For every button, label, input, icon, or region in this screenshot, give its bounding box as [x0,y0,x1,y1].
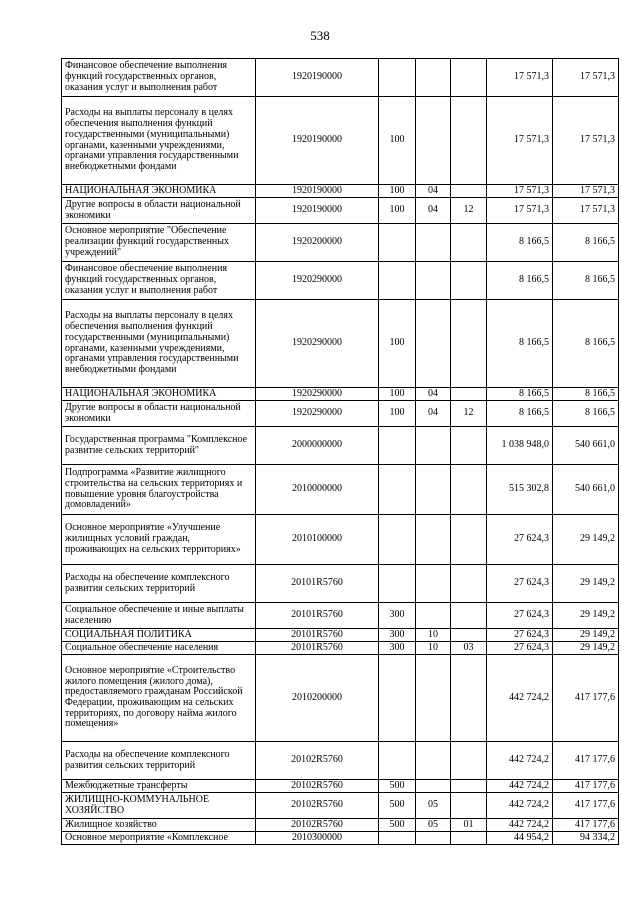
cell-code: 1920290000 [256,388,379,401]
cell-amount-2: 417 177,6 [553,742,619,780]
cell-subsection [451,780,487,793]
cell-code: 20101R5760 [256,565,379,603]
cell-section [416,427,451,465]
cell-section [416,780,451,793]
table-row [62,300,619,388]
cell-amount-2: 417 177,6 [553,793,619,819]
cell-subsection [451,185,487,198]
cell-amount-1: 17 571,3 [487,97,553,185]
cell-name: Расходы на выплаты персоналу в целях обеспечения выполнения функций государственными (муниципальными) органами, казенными учреждениями, органами управления государственными внебюджетными фондами [62,300,256,388]
cell-subsection [451,629,487,642]
cell-expense-type [379,742,416,780]
cell-code: 1920290000 [256,300,379,388]
table-row [62,224,619,262]
table-row [62,465,619,515]
cell-expense-type: 500 [379,780,416,793]
table-row [62,793,619,819]
cell-subsection [451,97,487,185]
cell-amount-2: 29 149,2 [553,629,619,642]
cell-name: Расходы на обеспечение комплексного развития сельских территорий [62,742,256,780]
cell-code: 1920190000 [256,185,379,198]
cell-amount-1: 442 724,2 [487,742,553,780]
cell-expense-type [379,832,416,845]
cell-amount-1: 8 166,5 [487,401,553,427]
cell-code: 20101R5760 [256,629,379,642]
budget-table [61,58,619,845]
cell-code: 20102R5760 [256,780,379,793]
cell-code: 20102R5760 [256,742,379,780]
cell-name: Основное мероприятие «Строительство жилого помещения (жилого дома), предоставляемого гражданам Российской Федерации, проживающим на сельских территориях, по договору найма жилого помещения» [62,655,256,742]
cell-name: Основное мероприятие "Обеспечение реализации функций государственных учреждений" [62,224,256,262]
table-row [62,401,619,427]
cell-code: 2000000000 [256,427,379,465]
cell-amount-2: 417 177,6 [553,819,619,832]
cell-name: Финансовое обеспечение выполнения функций государственных органов, оказания услуг и выполнения работ [62,262,256,300]
cell-amount-1: 27 624,3 [487,603,553,629]
cell-amount-1: 44 954,2 [487,832,553,845]
cell-code: 2010200000 [256,655,379,742]
cell-subsection [451,515,487,565]
table-row [62,97,619,185]
cell-code: 1920200000 [256,224,379,262]
page-number: 538 [310,28,330,43]
cell-name: Другие вопросы в области национальной экономики [62,401,256,427]
cell-expense-type: 100 [379,185,416,198]
table-row [62,427,619,465]
cell-name: Государственная программа "Комплексное развитие сельских территорий" [62,427,256,465]
cell-name: Другие вопросы в области национальной экономики [62,198,256,224]
table-row [62,262,619,300]
cell-expense-type: 500 [379,819,416,832]
cell-section [416,224,451,262]
cell-subsection: 12 [451,198,487,224]
cell-amount-2: 8 166,5 [553,224,619,262]
cell-amount-1: 8 166,5 [487,300,553,388]
cell-name: Финансовое обеспечение выполнения функций государственных органов, оказания услуг и выполнения работ [62,59,256,97]
cell-amount-2: 417 177,6 [553,655,619,742]
table-row [62,655,619,742]
cell-section: 04 [416,185,451,198]
cell-section: 05 [416,819,451,832]
cell-amount-2: 29 149,2 [553,603,619,629]
cell-amount-1: 27 624,3 [487,515,553,565]
cell-expense-type: 300 [379,629,416,642]
cell-name: Основное мероприятие «Улучшение жилищных условий граждан, проживающих на сельских территориях» [62,515,256,565]
cell-code: 2010100000 [256,515,379,565]
cell-amount-2: 94 334,2 [553,832,619,845]
cell-code: 1920290000 [256,262,379,300]
cell-amount-1: 442 724,2 [487,819,553,832]
cell-amount-1: 8 166,5 [487,262,553,300]
cell-expense-type: 100 [379,300,416,388]
cell-subsection [451,465,487,515]
cell-amount-2: 29 149,2 [553,515,619,565]
cell-expense-type [379,515,416,565]
cell-section [416,655,451,742]
cell-subsection: 12 [451,401,487,427]
table-row [62,603,619,629]
cell-amount-2: 8 166,5 [553,262,619,300]
cell-expense-type: 300 [379,642,416,655]
cell-amount-2: 17 571,3 [553,59,619,97]
cell-subsection [451,262,487,300]
cell-amount-2: 8 166,5 [553,300,619,388]
cell-subsection [451,427,487,465]
cell-code: 20102R5760 [256,793,379,819]
table-row [62,819,619,832]
cell-section [416,262,451,300]
cell-code: 2010300000 [256,832,379,845]
cell-subsection: 03 [451,642,487,655]
cell-code: 1920190000 [256,198,379,224]
cell-amount-2: 417 177,6 [553,780,619,793]
table-row [62,515,619,565]
cell-section: 10 [416,629,451,642]
cell-amount-1: 442 724,2 [487,655,553,742]
cell-subsection [451,300,487,388]
cell-amount-1: 17 571,3 [487,198,553,224]
cell-section [416,59,451,97]
cell-name: Социальное обеспечение населения [62,642,256,655]
cell-expense-type: 100 [379,401,416,427]
cell-amount-2: 8 166,5 [553,388,619,401]
cell-name: СОЦИАЛЬНАЯ ПОЛИТИКА [62,629,256,642]
cell-amount-2: 17 571,3 [553,198,619,224]
table-row [62,388,619,401]
cell-subsection [451,793,487,819]
table-row [62,832,619,845]
cell-amount-1: 27 624,3 [487,642,553,655]
cell-section: 04 [416,388,451,401]
cell-code: 1920190000 [256,59,379,97]
cell-subsection [451,832,487,845]
cell-expense-type [379,565,416,603]
cell-section [416,300,451,388]
cell-section: 04 [416,401,451,427]
cell-amount-2: 17 571,3 [553,185,619,198]
cell-amount-1: 27 624,3 [487,629,553,642]
cell-amount-2: 29 149,2 [553,565,619,603]
cell-amount-2: 540 661,0 [553,465,619,515]
cell-amount-2: 29 149,2 [553,642,619,655]
cell-code: 1920290000 [256,401,379,427]
cell-section [416,742,451,780]
table-row [62,198,619,224]
cell-name: Основное мероприятие «Комплексное [62,832,256,845]
cell-amount-1: 515 302,8 [487,465,553,515]
cell-amount-2: 540 661,0 [553,427,619,465]
cell-code: 20101R5760 [256,642,379,655]
cell-expense-type: 300 [379,603,416,629]
table-row [62,742,619,780]
cell-name: Социальное обеспечение и иные выплаты населению [62,603,256,629]
cell-amount-2: 17 571,3 [553,97,619,185]
cell-name: ЖИЛИЩНО-КОММУНАЛЬНОЕ ХОЗЯЙСТВО [62,793,256,819]
cell-section [416,465,451,515]
table-row [62,565,619,603]
cell-code: 20101R5760 [256,603,379,629]
cell-amount-2: 8 166,5 [553,401,619,427]
cell-expense-type [379,655,416,742]
cell-code: 2010000000 [256,465,379,515]
cell-expense-type [379,224,416,262]
cell-amount-1: 442 724,2 [487,780,553,793]
cell-subsection [451,224,487,262]
table-row [62,780,619,793]
table-row [62,642,619,655]
cell-name: Жилищное хозяйство [62,819,256,832]
cell-code: 20102R5760 [256,819,379,832]
cell-expense-type [379,465,416,515]
cell-name: Расходы на обеспечение комплексного развития сельских территорий [62,565,256,603]
cell-section [416,97,451,185]
cell-expense-type [379,427,416,465]
cell-name: НАЦИОНАЛЬНАЯ ЭКОНОМИКА [62,185,256,198]
cell-name: НАЦИОНАЛЬНАЯ ЭКОНОМИКА [62,388,256,401]
cell-subsection [451,388,487,401]
table-row [62,629,619,642]
cell-section: 05 [416,793,451,819]
cell-amount-1: 17 571,3 [487,185,553,198]
cell-amount-1: 8 166,5 [487,388,553,401]
cell-section: 10 [416,642,451,655]
cell-section [416,603,451,629]
cell-subsection [451,565,487,603]
cell-expense-type: 100 [379,388,416,401]
cell-expense-type: 100 [379,97,416,185]
cell-subsection [451,655,487,742]
cell-amount-1: 442 724,2 [487,793,553,819]
cell-code: 1920190000 [256,97,379,185]
cell-name: Подпрограмма «Развитие жилищного строительства на сельских территориях и повышение уровня благоустройства домовладений» [62,465,256,515]
cell-section [416,565,451,603]
table-row [62,59,619,97]
cell-amount-1: 8 166,5 [487,224,553,262]
cell-expense-type: 100 [379,198,416,224]
cell-subsection: 01 [451,819,487,832]
cell-amount-1: 1 038 948,0 [487,427,553,465]
cell-subsection [451,742,487,780]
cell-subsection [451,603,487,629]
cell-name: Межбюджетные трансферты [62,780,256,793]
cell-expense-type: 500 [379,793,416,819]
cell-amount-1: 17 571,3 [487,59,553,97]
cell-name: Расходы на выплаты персоналу в целях обеспечения выполнения функций государственными (муниципальными) органами, казенными учреждениями, органами управления государственными внебюджетными фондами [62,97,256,185]
cell-section [416,515,451,565]
cell-section [416,832,451,845]
table-row [62,185,619,198]
cell-expense-type [379,262,416,300]
cell-subsection [451,59,487,97]
cell-amount-1: 27 624,3 [487,565,553,603]
cell-expense-type [379,59,416,97]
cell-section: 04 [416,198,451,224]
